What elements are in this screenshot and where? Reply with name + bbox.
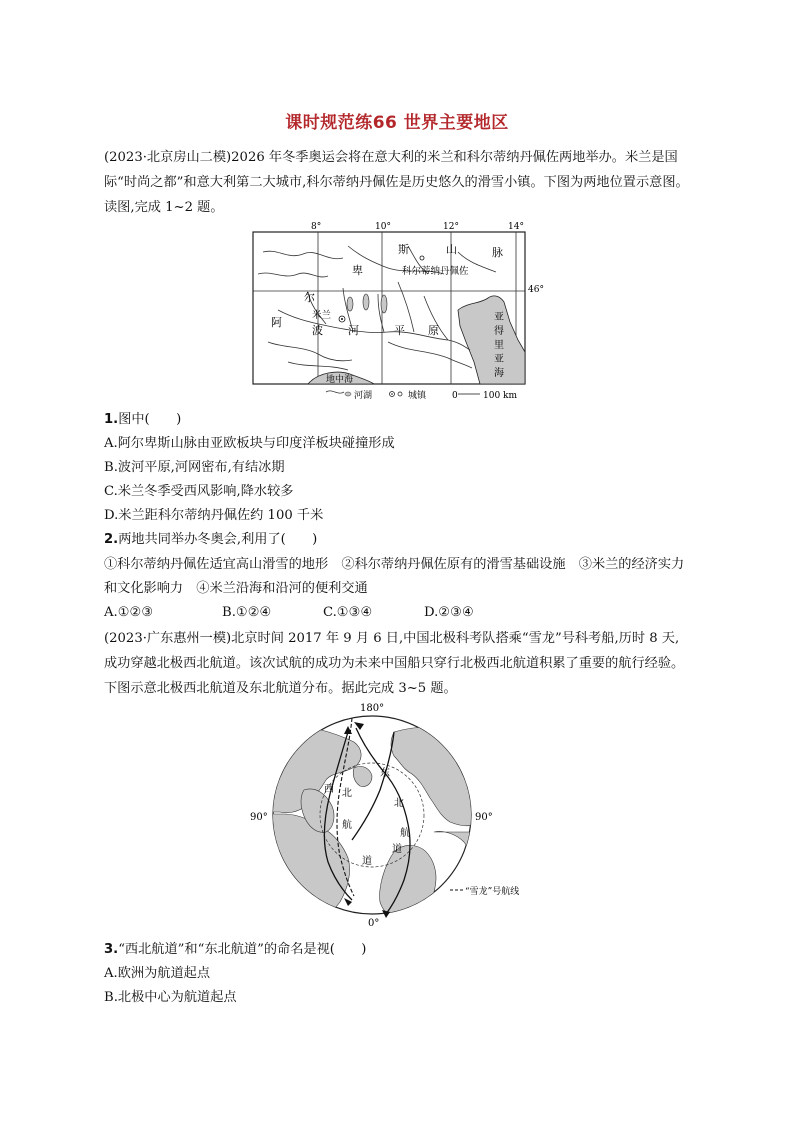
intro-paragraph-2: (2023·广东惠州一模)北京时间 2017 年 9 月 6 日,中国北极科考队搭乘“雪龙”号科考船,历时 8 天,成功穿越北极西北航道。该次试航的成功为未来中国船只穿行北极西北航道积累了重要的航行经验。下图示意北极西北航道及东北航道分布。据此完成 3~5 题。 — [104, 631, 685, 696]
q1-option-b: B.波河平原,河网密布,有结冰期 — [104, 460, 285, 475]
label-milan: 米兰 — [312, 310, 332, 321]
label-po-yuan: 原 — [428, 324, 439, 337]
q2-statements: ①科尔蒂纳丹佩佐适宜高山滑雪的地形 ②科尔蒂纳丹佩佐原有的滑雪基础设施 ③米兰的经济实力和文化影响力 ④米兰沿海和沿河的便利交通 — [104, 557, 685, 596]
scale-zero: 0 — [452, 391, 458, 401]
label-cortina: 科尔蒂纳丹佩佐 — [402, 266, 469, 277]
q2-option-a: A.①②③ — [104, 605, 154, 620]
label-adriatic-2: 得 — [494, 326, 504, 337]
nw-route-char-4: 道 — [362, 856, 372, 867]
label-alps-bei: 卑 — [352, 264, 363, 277]
intro-paragraph-1: (2023·北京房山二模)2026 年冬季奥运会将在意大利的米兰和科尔蒂纳丹佩佐两地举办。米兰是国际“时尚之都”和意大利第二大城市,科尔蒂纳丹佩佐是历史悠久的滑雪小镇。下图为两地位置示意图。读图,完成 1~2 题。 — [104, 150, 689, 215]
q3-option-b: B.北极中心为航道起点 — [104, 990, 237, 1005]
lon-label-10: 10° — [375, 222, 391, 232]
label-alps-a: 阿 — [271, 316, 282, 329]
nw-route-char-1: 西 — [324, 784, 334, 795]
q2-option-b: B.①②④ — [222, 605, 272, 620]
label-po-bo: 波 — [312, 324, 323, 337]
q1-option-d: D.米兰距科尔蒂纳丹佩佐约 100 千米 — [104, 508, 324, 523]
ne-route-char-3: 航 — [400, 828, 410, 839]
lon-label-8: 8° — [311, 222, 322, 232]
ne-route-char-4: 道 — [392, 844, 402, 855]
q1-option-c: C.米兰冬季受西风影响,降水较多 — [104, 484, 294, 499]
label-adriatic-4: 亚 — [494, 354, 504, 365]
scale-value: 100 km — [483, 391, 518, 401]
arctic-routes-map — [244, 702, 574, 932]
q1-option-a: A.阿尔卑斯山脉由亚欧板块与印度洋板块碰撞形成 — [104, 436, 395, 451]
label-alps-shan: 山 — [446, 243, 457, 256]
label-90-west: 90° — [250, 812, 268, 823]
label-adriatic-5: 海 — [494, 368, 504, 379]
legend-rivers-lakes: 河湖 — [354, 391, 373, 401]
label-adriatic-1: 亚 — [494, 312, 504, 323]
question-2-stem: 2.两地共同举办冬奥会,利用了( ) — [104, 532, 318, 547]
label-90-east: 90° — [475, 812, 493, 823]
ne-route-char-2: 北 — [394, 798, 404, 809]
milan-cortina-map — [248, 222, 548, 402]
question-1-stem: 1.图中( ) — [104, 412, 182, 427]
lon-label-14: 14° — [508, 222, 524, 232]
page-title: 课时规范练66 世界主要地区 — [285, 113, 509, 133]
label-alps-er: 尔 — [304, 291, 315, 304]
nw-route-char-3: 航 — [342, 820, 352, 831]
label-180: 180° — [360, 703, 385, 714]
label-mediterranean: 地中海 — [326, 375, 354, 385]
lat-label-46: 46° — [528, 285, 544, 295]
legend-xuelong-route: “雪龙”号航线 — [465, 887, 520, 897]
label-po-ping: 平 — [394, 324, 405, 337]
ne-route-char-1: 东 — [380, 768, 390, 779]
question-3-stem: 3.“西北航道”和“东北航道”的命名是视( ) — [104, 942, 367, 957]
label-alps-si: 斯 — [398, 243, 409, 256]
label-po-he: 河 — [348, 324, 359, 337]
lon-label-12: 12° — [443, 222, 459, 232]
q2-option-d: D.②③④ — [424, 605, 474, 620]
nw-route-char-2: 北 — [342, 788, 352, 799]
legend-towns: 城镇 — [408, 391, 427, 401]
label-alps-mai: 脉 — [492, 246, 503, 259]
q3-option-a: A.欧洲为航道起点 — [104, 966, 211, 981]
q2-option-c: C.①③④ — [323, 605, 373, 620]
label-0: 0° — [368, 918, 380, 929]
label-adriatic-3: 里 — [494, 340, 504, 351]
